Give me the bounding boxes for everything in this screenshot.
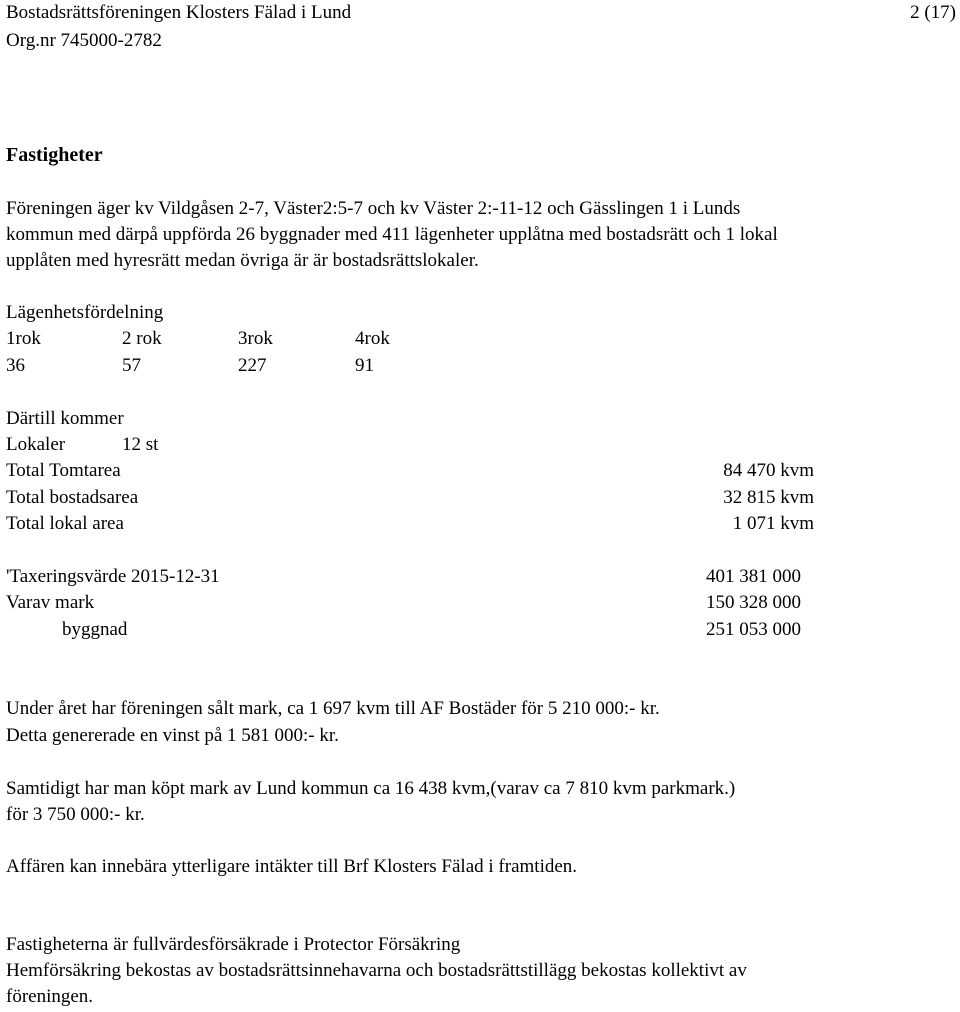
sale-line: Detta genererade en vinst på 1 581 000:- kr. <box>6 725 339 746</box>
apartment-header-4rok: 4rok <box>355 328 390 349</box>
area-label-bostadsarea: Total bostadsarea <box>6 487 139 508</box>
apartment-header-2rok: 2 rok <box>122 328 162 349</box>
apartment-value-2rok: 57 <box>122 355 141 376</box>
insurance-line: föreningen. <box>6 986 94 1007</box>
additional-heading: Därtill kommer <box>6 408 124 429</box>
area-label-lokal-area: Total lokal area <box>6 513 124 534</box>
purchase-line: Samtidigt har man köpt mark av Lund kommun ca 16 438 kvm,(varav ca 7 810 kvm parkmark.) <box>6 778 736 799</box>
area-value-tomtarea: 84 470 kvm <box>723 460 814 481</box>
page-indicator: 2 (17) <box>910 2 956 23</box>
apartment-header-3rok: 3rok <box>238 328 273 349</box>
valuation-label-total: 'Taxeringsvärde 2015-12-31 <box>6 566 220 587</box>
lokaler-value: 12 st <box>122 434 159 455</box>
area-label-tomtarea: Total Tomtarea <box>6 460 121 481</box>
insurance-line: Hemförsäkring bekostas av bostadsrättsinnehavarna och bostadsrättstillägg bekostas kollektivt av <box>6 960 747 981</box>
sale-line: Under året har föreningen sålt mark, ca 1 697 kvm till AF Bostäder för 5 210 000:- kr. <box>6 698 660 719</box>
insurance-line: Fastigheterna är fullvärdesförsäkrade i Protector Försäkring <box>6 934 461 955</box>
purchase-line: för 3 750 000:- kr. <box>6 804 145 825</box>
apartments-heading: Lägenhetsfördelning <box>6 302 164 323</box>
intro-line: kommun med därpå uppförda 26 byggnader med 411 lägenheter upplåtna med bostadsrätt och 1 lokal <box>6 224 778 245</box>
area-value-lokal-area: 1 071 kvm <box>732 513 814 534</box>
valuation-label-mark: Varav mark <box>6 592 95 613</box>
valuation-value-byggnad: 251 053 000 <box>706 619 801 640</box>
valuation-value-mark: 150 328 000 <box>706 592 801 613</box>
valuation-label-byggnad: byggnad <box>62 619 128 640</box>
lokaler-label: Lokaler <box>6 434 66 455</box>
valuation-value-total: 401 381 000 <box>706 566 801 587</box>
org-name: Bostadsrättsföreningen Klosters Fälad i Lund <box>6 2 352 23</box>
apartment-value-3rok: 227 <box>238 355 267 376</box>
intro-line: Föreningen äger kv Vildgåsen 2-7, Väster2:5-7 och kv Väster 2:-11-12 och Gässlingen 1 i Lunds <box>6 198 741 219</box>
org-number: Org.nr 745000-2782 <box>6 30 162 51</box>
future-line: Affären kan innebära ytterligare intäkter till Brf Klosters Fälad i framtiden. <box>6 856 578 877</box>
apartment-value-1rok: 36 <box>6 355 25 376</box>
intro-line: upplåten med hyresrätt medan övriga är är bostadsrättslokaler. <box>6 250 479 271</box>
section-title: Fastigheter <box>6 144 103 166</box>
apartment-header-1rok: 1rok <box>6 328 41 349</box>
area-value-bostadsarea: 32 815 kvm <box>723 487 814 508</box>
apartment-value-4rok: 91 <box>355 355 374 376</box>
